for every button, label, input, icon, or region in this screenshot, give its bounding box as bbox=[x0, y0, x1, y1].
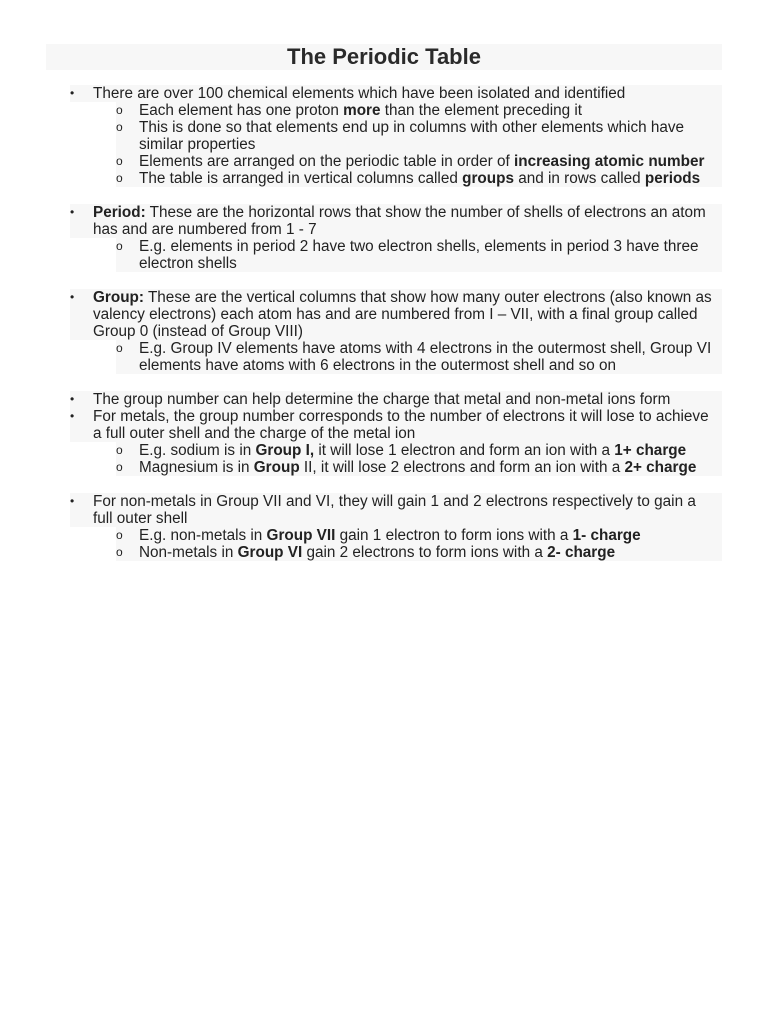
text-run: This is done so that elements end up in columns with other elements which have bbox=[139, 119, 685, 136]
sub-bullet-circle-icon: o bbox=[116, 341, 123, 355]
text-run: gain 2 electrons to form ions with a bbox=[302, 544, 548, 561]
bold-text: Period: bbox=[93, 204, 146, 221]
bullet-line bbox=[93, 391, 670, 408]
bullet-dot-icon: • bbox=[70, 86, 75, 100]
bold-text: Group VI bbox=[237, 544, 303, 561]
text-run: E.g. Group IV elements have atoms with 4 electrons in the outermost shell, Group VI bbox=[139, 340, 712, 357]
text-run: The group number can help determine the charge that metal and non-metal ions form bbox=[93, 391, 671, 408]
bold-text: 1+ charge bbox=[614, 442, 687, 459]
text-run: Group 0 (instead of Group VIII) bbox=[93, 323, 304, 340]
sub-bullet-line bbox=[139, 136, 255, 153]
sub-bullet-line bbox=[139, 238, 699, 255]
text-run: and in rows called bbox=[513, 170, 645, 187]
bullet-line bbox=[93, 323, 303, 340]
text-run: Magnesium is in bbox=[139, 459, 254, 476]
sub-bullet-circle-icon: o bbox=[116, 171, 123, 185]
text-run: These are the horizontal rows that show the number of shells of electrons an atom bbox=[145, 204, 706, 221]
bullet-line bbox=[93, 221, 317, 238]
sub-bullet-line bbox=[139, 340, 711, 357]
sub-bullet-line bbox=[139, 459, 696, 476]
sub-bullet-circle-icon: o bbox=[116, 239, 123, 253]
text-run: valency electrons) each atom has and are numbered from I – VII, with a final group called bbox=[93, 306, 698, 323]
bullet-dot-icon: • bbox=[70, 494, 75, 508]
text-run: full outer shell bbox=[93, 510, 188, 527]
bold-text: 2- charge bbox=[547, 544, 616, 561]
bullet-line bbox=[93, 204, 706, 221]
bold-text: Group I, bbox=[255, 442, 315, 459]
sub-bullet-line bbox=[139, 102, 582, 119]
bullet-line bbox=[93, 425, 415, 442]
text-run: Each element has one proton bbox=[139, 102, 344, 119]
document-content bbox=[46, 44, 722, 561]
text-run: gain 1 electron to form ions with a bbox=[335, 527, 573, 544]
bold-text: 1- charge bbox=[572, 527, 641, 544]
bullet-line bbox=[93, 306, 698, 323]
sub-bullet-line bbox=[139, 442, 686, 459]
sub-bullet-line bbox=[139, 153, 704, 170]
text-run: Elements are arranged on the periodic table in order of bbox=[139, 153, 514, 170]
sub-bullet-circle-icon: o bbox=[116, 103, 123, 117]
text-run: For metals, the group number corresponds to the number of electrons it will lose to achieve bbox=[93, 408, 709, 425]
bullet-dot-icon: • bbox=[70, 290, 75, 304]
page-title: The Periodic Table bbox=[287, 44, 481, 69]
text-run: For non-metals in Group VII and VI, they will gain 1 and 2 electrons respectively to gain a bbox=[93, 493, 696, 510]
bullet-line bbox=[93, 493, 696, 510]
text-run: elements have atoms with 6 electrons in the outermost shell and so on bbox=[139, 357, 617, 374]
text-run: The table is arranged in vertical columns called bbox=[139, 170, 463, 187]
bullet-dot-icon: • bbox=[70, 392, 75, 406]
bold-text: increasing atomic number bbox=[514, 153, 705, 170]
bold-text: Group VII bbox=[266, 527, 336, 544]
text-run: it will lose 1 electron and form an ion with a bbox=[314, 442, 615, 459]
bold-text: periods bbox=[644, 170, 701, 187]
text-run: E.g. sodium is in bbox=[139, 442, 256, 459]
text-run: E.g. elements in period 2 have two electron shells, elements in period 3 have three bbox=[139, 238, 699, 255]
sub-bullet-circle-icon: o bbox=[116, 528, 123, 542]
text-run: These are the vertical columns that show how many outer electrons (also known as bbox=[143, 289, 712, 306]
sub-bullet-line bbox=[139, 255, 237, 272]
text-run: similar properties bbox=[139, 136, 256, 153]
text-run: has and are numbered from 1 - 7 bbox=[93, 221, 317, 238]
bullet-dot-icon: • bbox=[70, 205, 75, 219]
title-bar bbox=[46, 44, 722, 70]
bold-text: Group: bbox=[93, 289, 144, 306]
bullet-line bbox=[93, 289, 712, 306]
bullet-list bbox=[46, 85, 722, 561]
sub-bullet-line bbox=[139, 357, 616, 374]
sub-bullet-circle-icon: o bbox=[116, 120, 123, 134]
sub-bullet-line bbox=[139, 544, 615, 561]
text-run: There are over 100 chemical elements which have been isolated and identified bbox=[93, 85, 626, 102]
sub-bullet-line bbox=[139, 119, 684, 136]
text-run: Non-metals in bbox=[139, 544, 238, 561]
sub-bullet-line bbox=[139, 170, 700, 187]
text-run: E.g. non-metals in bbox=[139, 527, 267, 544]
bullet-line bbox=[93, 408, 709, 425]
text-run: II, it will lose 2 electrons and form an ion with a bbox=[299, 459, 625, 476]
bullet-dot-icon: • bbox=[70, 409, 75, 423]
sub-bullet-circle-icon: o bbox=[116, 154, 123, 168]
bullet-line bbox=[93, 85, 625, 102]
text-run: electron shells bbox=[139, 255, 237, 272]
text-run: than the element preceding it bbox=[380, 102, 583, 119]
sub-bullet-line bbox=[139, 527, 641, 544]
sub-bullet-circle-icon: o bbox=[116, 460, 123, 474]
bold-text: 2+ charge bbox=[624, 459, 697, 476]
bold-text: more bbox=[343, 102, 381, 119]
bullet-line bbox=[93, 510, 187, 527]
bold-text: groups bbox=[462, 170, 514, 187]
text-run: a full outer shell and the charge of the metal ion bbox=[93, 425, 416, 442]
sub-bullet-circle-icon: o bbox=[116, 443, 123, 457]
bold-text: Group bbox=[253, 459, 300, 476]
sub-bullet-circle-icon: o bbox=[116, 545, 123, 559]
